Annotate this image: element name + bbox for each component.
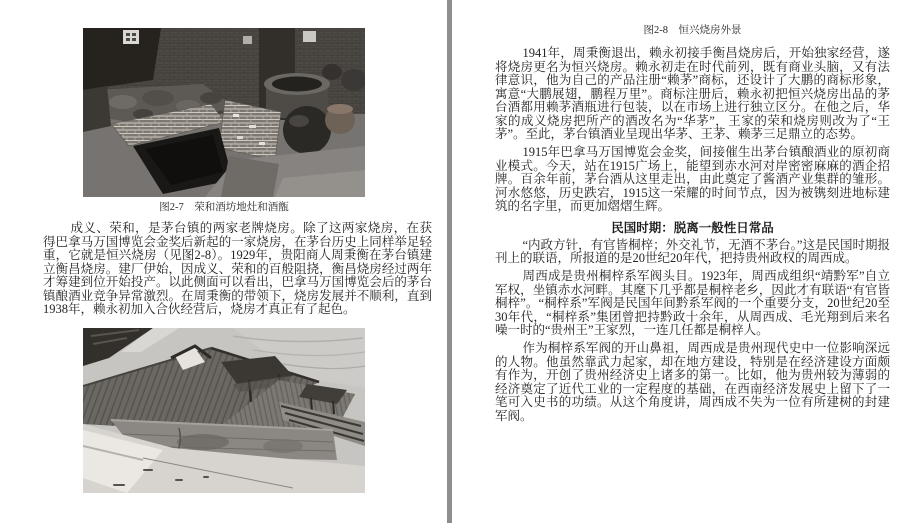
paragraph-1915-expo: 1915年巴拿马万国博览会金奖，间接催生出茅台镇酿酒业的原初商业模式。今天，站在1915广场上，能望到赤水河对岸密密麻麻的酒企招牌。百余年前，茅台酒从这里走出，由此奠定了酱酒产业集群的雏形。河水悠悠，历史跌宕，1915这一荣耀的时间节点，因为被镌刻进地标建筑的名字里，而更加熠熠生辉。 [495,145,890,213]
paragraph-warlord: 周西成是贵州桐梓系军阀头目。1923年，周西成组织“靖黔军”自立军权，坐镇赤水河畔。其麾下几乎都是桐梓老乡，因此才有联语“有官皆桐梓”。“桐梓系”军阀是民国年间黔系军阀的一个重要分支，20世纪20至30年代，“桐梓系”集团曾把持黔政十余年，从周西成、毛光翔到后来名噪一时的“贵州王”王家烈，一连几任都是桐梓人。 [495,269,890,337]
paragraph-couplet: “内政方针，有官皆桐梓；外交礼节，无酒不茅台。”这是民国时期报刊上的联语，所报道的是20世纪20年代，把持贵州政权的周西成。 [495,237,890,265]
right-page [452,0,900,523]
paragraph-1941-hengxing: 1941年，周秉衡退出，赖永初接手衡昌烧房后，开始独家经营，遂将烧房更名为恒兴烧房。赖永初走在时代前列，既有商业头脑，又有法律意识，他为自己的产品注册“赖茅”商标，还设计了大鹏的商标形象，寓意“大鹏展翅，鹏程万里”。商标注册后，赖永初把恒兴烧房出品的茅台酒都用赖茅酒瓶进行包装，以在市场上进行独立区分。在他之后，华家的成义烧房把所产的酒改名为“华茅”，王家的荣和烧房则改为了“王茅”。至此，茅台镇酒业呈现出华茅、王茅、赖茅三足鼎立的态势。 [495,46,890,141]
figure-2-8-caption: 图2-8 恒兴烧房外景 [643,25,742,36]
figure-2-8-photo [83,328,365,493]
paragraph-legacy: 作为桐梓系军阀的开山鼻祖，周西成是贵州现代史中一位影响深远的人物。他虽然靠武力起家，却在地方建设，特别是在经济建设方面颇有作为，开创了贵州经济史上诸多的第一。比如，他为贵州较为薄弱的经济奠定了近代工业的一定程度的基础，在西南经济发展史上留下了一笔可入史书的功绩。从这个角度讲，周西成不失为一位有所建树的封建军阀。 [495,341,890,423]
figure-2-7-photo [83,28,365,197]
left-page [0,0,447,523]
figure-2-7-caption: 图2-7 荣和酒坊地灶和酒甑 [159,202,289,213]
left-page-paragraph: 成义、荣和，是茅台镇的两家老牌烧房。除了这两家烧房，在获得巴拿马万国博览会金奖后新起的一家烧房，在茅台历史上同样举足轻重，它就是恒兴烧房（见图2-8）。1929年，贵阳商人周秉衡在茅台镇建立衡昌烧房。建厂伊始，因成义、荣和的百般阻挠，衡昌烧房经过两年才筹建到位开始投产。以此侧面可以看出，巴拿马万国博览会后的茅台镇酿酒业竞争异常激烈。在周秉衡的带领下，烧房发展并不顺利，直到1938年，赖永初加入合伙经营后，烧房才真正有了起色。 [43,221,432,316]
section-heading: 民国时期：脱离一般性日常品 [611,220,774,235]
